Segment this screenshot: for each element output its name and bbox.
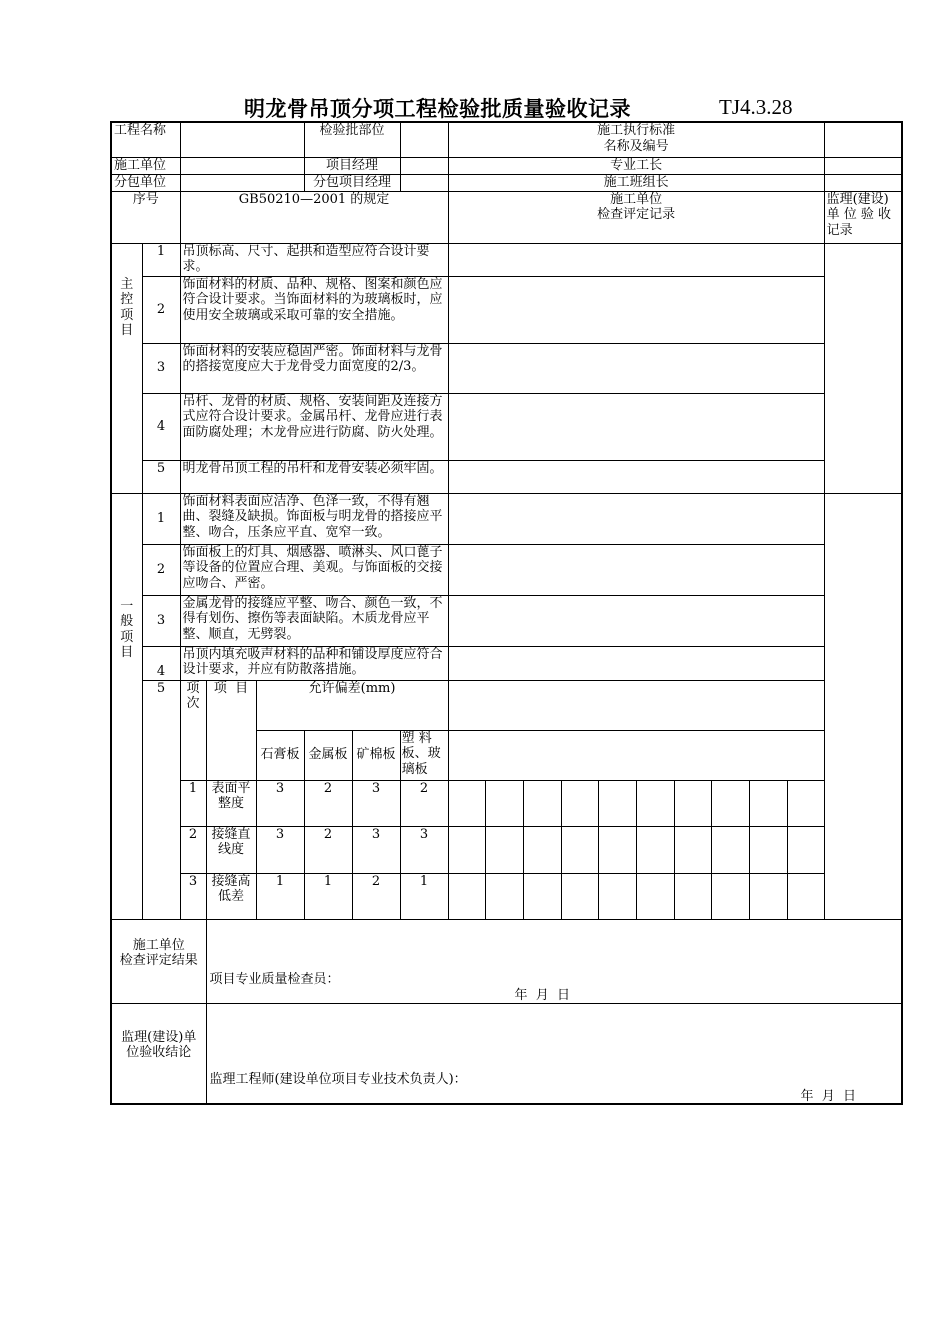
main-item-check[interactable] <box>448 343 824 393</box>
main-items-label: 主 控 项 目 <box>111 243 142 493</box>
tolerance-value: 3 <box>256 780 304 826</box>
general-item-check[interactable] <box>448 595 824 646</box>
inspector-label: 项目专业质量检查员： <box>209 971 340 987</box>
main-item-no: 3 <box>142 343 180 393</box>
general-item-no: 2 <box>142 544 180 595</box>
main-item-text: 吊顶标高、尺寸、起拱和造型应符合设计要求。 <box>180 243 448 276</box>
tolerance-value: 2 <box>304 826 352 873</box>
main-items-supervision[interactable] <box>824 243 902 493</box>
measurement-cell[interactable] <box>636 780 674 826</box>
tolerance-row-name: 接缝高 低差 <box>206 873 256 919</box>
tolerance-value: 3 <box>352 780 400 826</box>
measurement-cell[interactable] <box>674 780 711 826</box>
inspection-record-table <box>110 121 903 1105</box>
general-item-text: 金属龙骨的接缝应平整、吻合、颜色一致，不得有划伤、擦伤等表面缺陷。木质龙骨应平整、顺直，无劈裂。 <box>180 595 448 646</box>
measurement-cell[interactable] <box>749 873 787 919</box>
measurement-cell[interactable] <box>598 780 636 826</box>
measurement-cell[interactable] <box>448 873 485 919</box>
standard-label: 施工执行标准 名称及编号 <box>448 122 824 157</box>
measurement-cell[interactable] <box>787 873 824 919</box>
measurement-cell[interactable] <box>598 826 636 873</box>
rule-header: GB50210—2001 的规定 <box>180 191 448 243</box>
main-item-text: 饰面材料的安装应稳固严密。饰面材料与龙骨的搭接宽度应大于龙骨受力面宽度的2/3。 <box>180 343 448 393</box>
measurement-cell[interactable] <box>561 873 598 919</box>
measurement-cell[interactable] <box>523 826 561 873</box>
measurement-cell[interactable] <box>674 826 711 873</box>
main-item-no: 2 <box>142 276 180 343</box>
measurement-cell[interactable] <box>523 780 561 826</box>
general-item-check[interactable] <box>448 544 824 595</box>
construction-unit-label: 施工单位 <box>111 157 180 174</box>
tolerance-value: 1 <box>304 873 352 919</box>
tolerance-row-no: 2 <box>180 826 206 873</box>
foreman-label: 专业工长 <box>448 157 824 174</box>
material-plastic-glass: 塑 料 板、玻 璃板 <box>400 730 448 780</box>
main-item-check[interactable] <box>448 393 824 460</box>
inspection-part-label: 检验批部位 <box>304 122 400 157</box>
team-leader-label: 施工班组长 <box>448 174 824 191</box>
measurement-cell[interactable] <box>711 780 749 826</box>
general-item-text: 饰面板上的灯具、烟感器、喷淋头、风口蓖子等设备的位置应合理、美观。与饰面板的交接应吻合、严密。 <box>180 544 448 595</box>
measurement-cell[interactable] <box>598 873 636 919</box>
general-item-no: 3 <box>142 595 180 646</box>
main-item-check[interactable] <box>448 276 824 343</box>
allowable-deviation-label: 允许偏差(mm) <box>256 680 448 730</box>
measurement-cell[interactable] <box>749 780 787 826</box>
check-header: 施工单位 检查评定记录 <box>448 191 824 243</box>
tolerance-value: 2 <box>304 780 352 826</box>
engineer-label: 监理工程师(建设单位项目专业技术负责人)： <box>209 1071 467 1087</box>
material-metal: 金属板 <box>304 730 352 780</box>
general-item-text: 吊顶内填充吸声材料的品种和铺设厚度应符合设计要求，并应有防散落措施。 <box>180 646 448 680</box>
main-item-text: 饰面材料的材质、品种、规格、图案和颜色应符合设计要求。当饰面材料的为玻璃板时，应使用安全玻璃或采取可靠的安全措施。 <box>180 276 448 343</box>
sub-manager-value[interactable] <box>400 174 448 191</box>
project-manager-value[interactable] <box>400 157 448 174</box>
tolerance-no: 5 <box>142 680 180 919</box>
main-item-text: 吊杆、龙骨的材质、规格、安装间距及连接方式应符合设计要求。金属吊杆、龙骨应进行表面防腐处理；木龙骨应进行防腐、防火处理。 <box>180 393 448 460</box>
project-name-label: 工程名称 <box>111 122 180 157</box>
team-leader-value[interactable] <box>824 174 902 191</box>
measurement-cell[interactable] <box>523 873 561 919</box>
tolerance-row-name: 接缝直 线度 <box>206 826 256 873</box>
measurement-cell[interactable] <box>636 873 674 919</box>
inspection-part-value[interactable] <box>400 122 448 157</box>
general-item-no: 4 <box>142 646 180 680</box>
main-item-check[interactable] <box>448 460 824 493</box>
standard-value[interactable] <box>824 122 902 157</box>
subcontract-unit-value[interactable] <box>180 174 304 191</box>
inspection-date: 年 月 日 <box>514 987 571 1003</box>
tolerance-value: 3 <box>352 826 400 873</box>
subcontract-unit-label: 分包单位 <box>111 174 180 191</box>
measurement-cell[interactable] <box>561 826 598 873</box>
tolerance-item-label: 项 目 <box>206 680 256 780</box>
seq-header: 序号 <box>111 191 180 243</box>
main-item-no: 5 <box>142 460 180 493</box>
measurement-cell[interactable] <box>561 780 598 826</box>
main-item-text: 明龙骨吊顶工程的吊杆和龙骨安装必须牢固。 <box>180 460 448 493</box>
measurement-cell[interactable] <box>448 780 485 826</box>
measurement-cell[interactable] <box>787 826 824 873</box>
measurement-cell[interactable] <box>787 780 824 826</box>
tolerance-row-no: 3 <box>180 873 206 919</box>
general-item-check[interactable] <box>448 646 824 680</box>
main-item-no: 4 <box>142 393 180 460</box>
measurement-cell[interactable] <box>711 873 749 919</box>
supervision-date: 年 月 日 <box>800 1088 857 1104</box>
general-items-supervision[interactable] <box>824 493 902 919</box>
foreman-value[interactable] <box>824 157 902 174</box>
tolerance-value: 2 <box>352 873 400 919</box>
main-item-no: 1 <box>142 243 180 276</box>
page-title: 明龙骨吊顶分项工程检验批质量验收记录 <box>244 96 631 121</box>
tolerance-check-header[interactable] <box>448 730 824 780</box>
tolerance-check-header[interactable] <box>448 680 824 730</box>
supervision-header: 监理(建设) 单 位 验 收 记录 <box>824 191 902 243</box>
measurement-cell[interactable] <box>749 826 787 873</box>
tolerance-value: 3 <box>400 826 448 873</box>
measurement-cell[interactable] <box>674 873 711 919</box>
measurement-cell[interactable] <box>448 826 485 873</box>
tolerance-value: 1 <box>400 873 448 919</box>
measurement-cell[interactable] <box>485 873 523 919</box>
measurement-cell[interactable] <box>485 780 523 826</box>
general-items-label: 一 般 项 目 <box>111 493 142 919</box>
tolerance-seq-label: 项 次 <box>180 680 206 780</box>
measurement-cell[interactable] <box>711 826 749 873</box>
measurement-cell[interactable] <box>636 826 674 873</box>
material-gypsum: 石膏板 <box>256 730 304 780</box>
supervision-conclusion-area[interactable] <box>206 1003 902 1104</box>
sub-manager-label: 分包项目经理 <box>304 174 400 191</box>
tolerance-row-name: 表面平 整度 <box>206 780 256 826</box>
construction-unit-value[interactable] <box>180 157 304 174</box>
measurement-cell[interactable] <box>485 826 523 873</box>
general-item-no: 1 <box>142 493 180 544</box>
supervision-conclusion-label: 监理(建设)单 位验收结论 <box>111 1003 206 1104</box>
general-item-text: 饰面材料表面应洁净、色泽一致，不得有翘曲、裂缝及缺损。饰面板与明龙骨的搭接应平整、吻合，压条应平直、宽窄一致。 <box>180 493 448 544</box>
material-mineral-wool: 矿棉板 <box>352 730 400 780</box>
project-name-value[interactable] <box>180 122 304 157</box>
construction-result-area[interactable] <box>206 919 902 1003</box>
tolerance-value: 3 <box>256 826 304 873</box>
tolerance-value: 1 <box>256 873 304 919</box>
general-item-check[interactable] <box>448 493 824 544</box>
tolerance-value: 2 <box>400 780 448 826</box>
tolerance-row-no: 1 <box>180 780 206 826</box>
form-code: TJ4.3.28 <box>719 95 793 119</box>
project-manager-label: 项目经理 <box>304 157 400 174</box>
construction-result-label: 施工单位 检查评定结果 <box>111 919 206 1003</box>
main-item-check[interactable] <box>448 243 824 276</box>
